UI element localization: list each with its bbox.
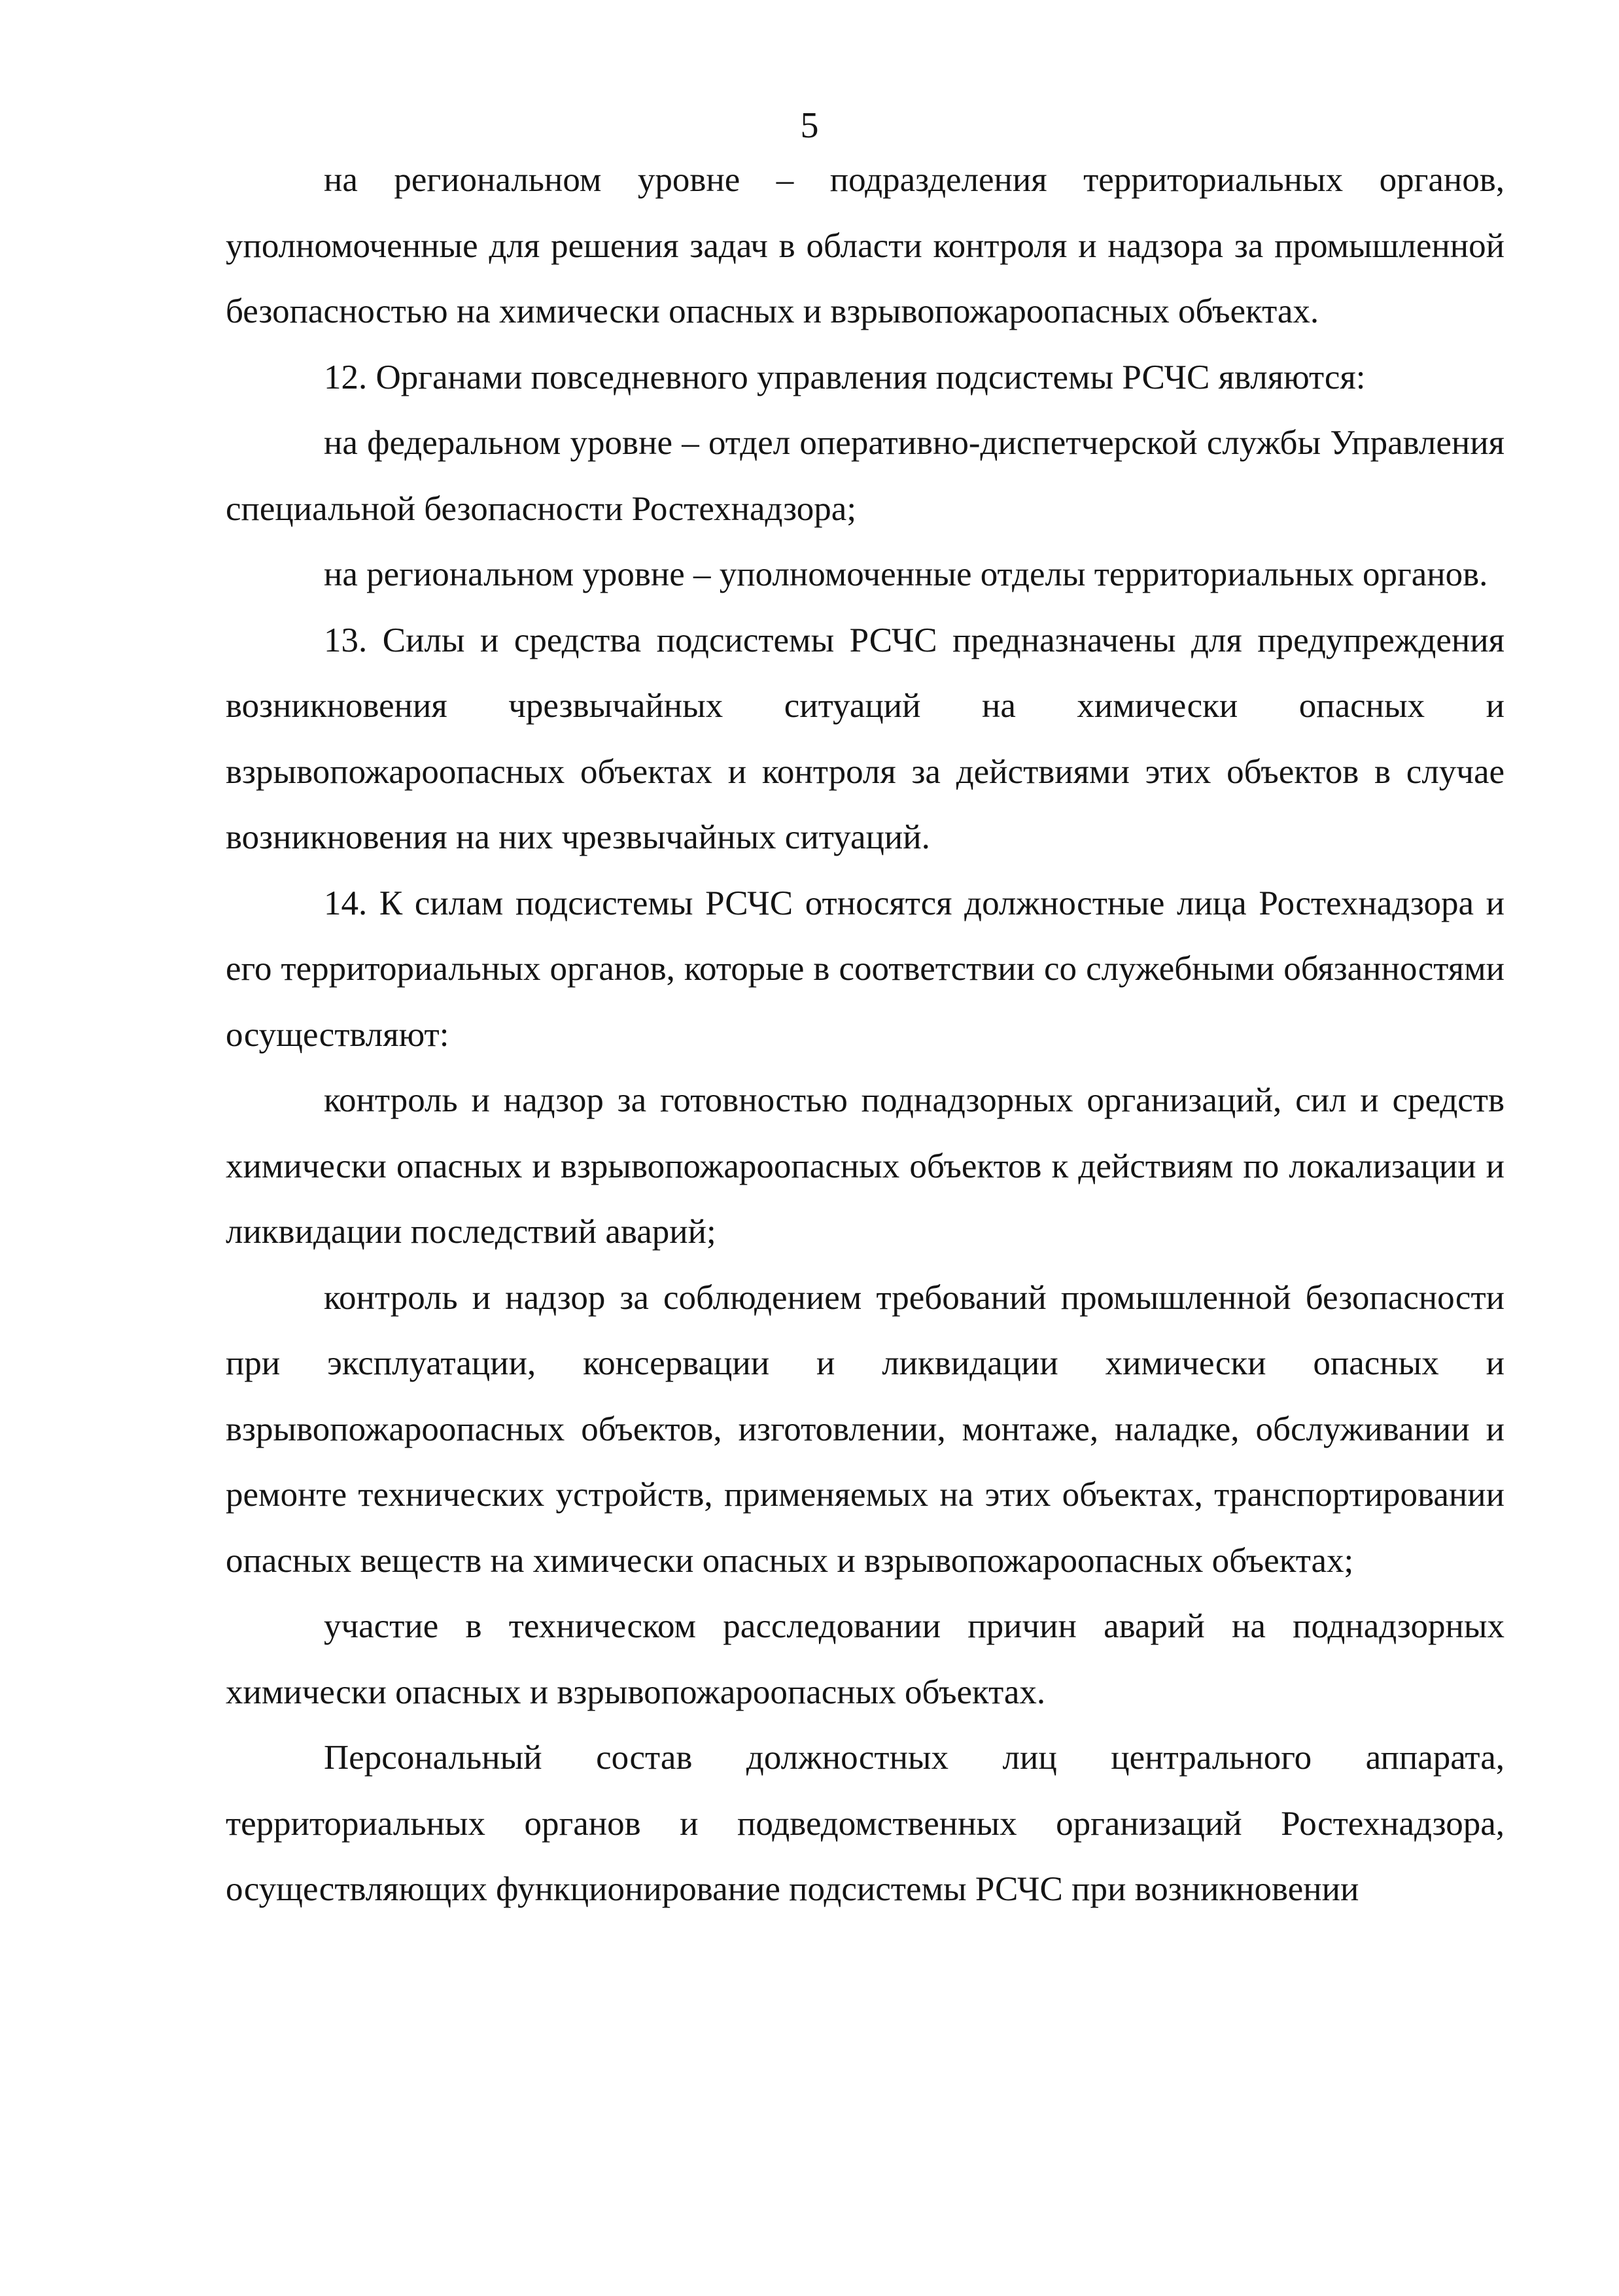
paragraph-13-forces-and-means: 13. Силы и средства подсистемы РСЧС предназначены для предупреждения возникновения чрезвычайных ситуаций на химически опасных и взрывопожароопасных объектах и контроля за действиями этих объектов в случае возникновения на них чрезвычайных ситуаций. [226,621,1505,856]
paragraph-12-daily-management: 12. Органами повседневного управления подсистемы РСЧС являются: [324,358,1366,396]
paragraph-federal-level-department: на федеральном уровне – отдел оперативно-диспетчерской службы Управления специальной безопасности Ростехнадзора; [226,424,1505,528]
paragraph-accident-investigation: участие в техническом расследовании причин аварий на поднадзорных химически опасных и взрывопожароопасных объектах. [226,1607,1505,1711]
paragraph-personnel-composition: Персональный состав должностных лиц центрального аппарата, территориальных органов и подведомственных организаций Ростехнадзора, осуществляющих функционирование подсистемы РСЧС при возникновении [226,1739,1505,1908]
paragraph-regional-level-units: на региональном уровне – подразделения территориальных органов, уполномоченные для решения задач в области контроля и надзора за промышленной безопасностью на химически опасных и взрывопожароопасных объектах. [226,161,1505,330]
paragraph-14-forces-officials: 14. К силам подсистемы РСЧС относятся должностные лица Ростехнадзора и его территориальных органов, которые в соответствии со служебными обязанностями осуществляют: [226,884,1505,1054]
document-body [226,147,1505,1922]
paragraph-control-compliance: контроль и надзор за соблюдением требований промышленной безопасности при эксплуатации, консервации и ликвидации химически опасных и взрывопожароопасных объектов, изготовлении, монтаже, наладке, обслуживании и ремонте технических устройств, применяемых на этих объектах, транспортировании опасных веществ на химически опасных и взрывопожароопасных объектах; [226,1278,1505,1580]
paragraph-control-readiness: контроль и надзор за готовностью поднадзорных организаций, сил и средств химически опасных и взрывопожароопасных объектов к действиям по локализации и ликвидации последствий аварий; [226,1081,1505,1251]
page-number: 5 [800,105,819,146]
paragraph-regional-level-departments: на региональном уровне – уполномоченные отделы территориальных органов. [324,555,1488,593]
